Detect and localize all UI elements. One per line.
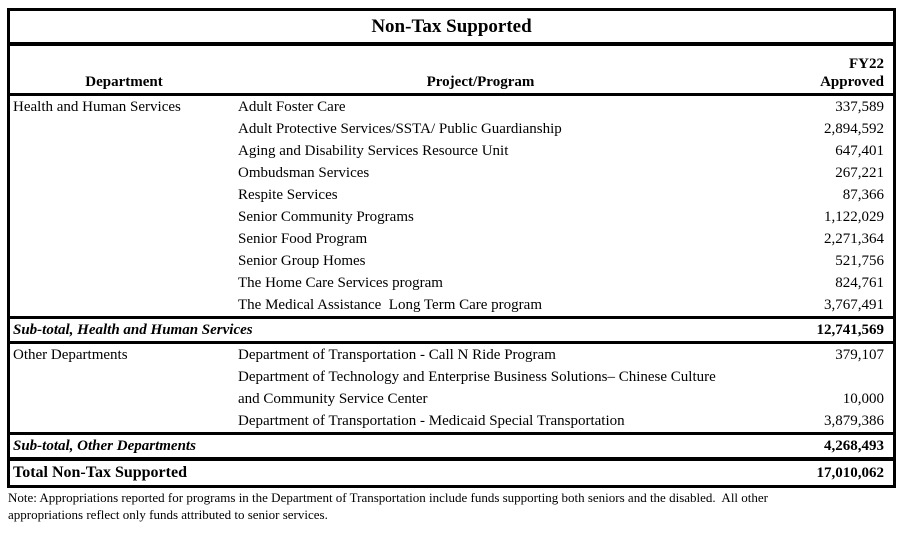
amount-cell: 267,221: [835, 165, 884, 181]
department-cell: [10, 272, 238, 294]
subtotal-amount: 4,268,493: [824, 437, 884, 454]
project-cell: The Medical Assistance Long Term Care program: [238, 297, 542, 313]
total-label: Total Non-Tax Supported: [13, 464, 187, 481]
table-row: [10, 96, 893, 118]
amount-cell: 2,271,364: [824, 231, 884, 247]
project-cell: Department of Technology and Enterprise Business Solutions– Chinese Culture and Community Service Center: [238, 369, 720, 407]
footnote: Note: Appropriations reported for programs in the Department of Transportation include funds supporting both seniors and the disabled. All other appropriations reflect only funds attributed to senior services.: [8, 490, 772, 522]
subtotal-label: Sub-total, Health and Human Services: [13, 321, 253, 338]
column-header-row: [10, 46, 893, 96]
table-row: [10, 272, 893, 294]
table-row: [10, 118, 893, 140]
department-cell: [10, 184, 238, 206]
total-row: [10, 461, 893, 485]
department-cell: [10, 228, 238, 250]
project-cell: Adult Protective Services/SSTA/ Public Guardianship: [238, 121, 562, 137]
department-cell: Other Departments: [13, 347, 128, 363]
amount-cell: 87,366: [842, 187, 884, 203]
col-header-fy22-line1: FY22: [849, 56, 884, 72]
department-cell: [10, 206, 238, 228]
col-header-department: Department: [85, 74, 163, 90]
amount-cell: 337,589: [835, 99, 884, 115]
table-row: [10, 206, 893, 228]
project-cell: The Home Care Services program: [238, 275, 443, 291]
table-row: [10, 162, 893, 184]
project-cell: Department of Transportation - Call N Ride Program: [238, 347, 556, 363]
subtotal-row: [10, 316, 893, 344]
department-cell: [10, 162, 238, 184]
subtotal-row: [10, 432, 893, 461]
department-cell: [10, 118, 238, 140]
col-header-fy22-line2: Approved: [820, 74, 884, 90]
table-row: [10, 410, 893, 432]
department-cell: Health and Human Services: [13, 99, 181, 115]
project-cell: Adult Foster Care: [238, 99, 346, 115]
report-table: [7, 8, 896, 488]
project-cell: Senior Food Program: [238, 231, 368, 247]
amount-cell: 10,000: [842, 391, 884, 407]
amount-cell: 824,761: [835, 275, 884, 291]
amount-cell: 1,122,029: [824, 209, 884, 225]
project-cell: Ombudsman Services: [238, 165, 370, 181]
subtotal-label: Sub-total, Other Departments: [13, 437, 196, 454]
project-cell: Respite Services: [238, 187, 338, 203]
table-row: [10, 366, 893, 410]
total-amount: 17,010,062: [816, 464, 884, 481]
table-row: [10, 250, 893, 272]
table-title-row: [10, 11, 893, 46]
amount-cell: 521,756: [835, 253, 884, 269]
amount-cell: 3,767,491: [824, 297, 884, 313]
table-row: [10, 140, 893, 162]
table-body: [10, 96, 893, 461]
department-cell: [10, 140, 238, 162]
subtotal-amount: 12,741,569: [816, 321, 884, 338]
amount-cell: 3,879,386: [824, 413, 884, 429]
table-row: [10, 344, 893, 366]
department-cell: [10, 294, 238, 316]
project-cell: Senior Community Programs: [238, 209, 414, 225]
department-cell: [10, 366, 238, 410]
table-row: [10, 294, 893, 316]
col-header-fy22-approved: [723, 55, 893, 91]
col-header-project: Project/Program: [426, 74, 535, 90]
project-cell: Aging and Disability Services Resource Unit: [238, 143, 509, 159]
amount-cell: 379,107: [835, 347, 884, 363]
table-row: [10, 184, 893, 206]
amount-cell: 647,401: [835, 143, 884, 159]
project-cell: Department of Transportation - Medicaid Special Transportation: [238, 413, 625, 429]
project-cell: Senior Group Homes: [238, 253, 366, 269]
department-cell: [10, 410, 238, 432]
table-title: Non-Tax Supported: [371, 15, 532, 37]
department-cell: [10, 250, 238, 272]
table-row: [10, 228, 893, 250]
amount-cell: 2,894,592: [824, 121, 884, 137]
